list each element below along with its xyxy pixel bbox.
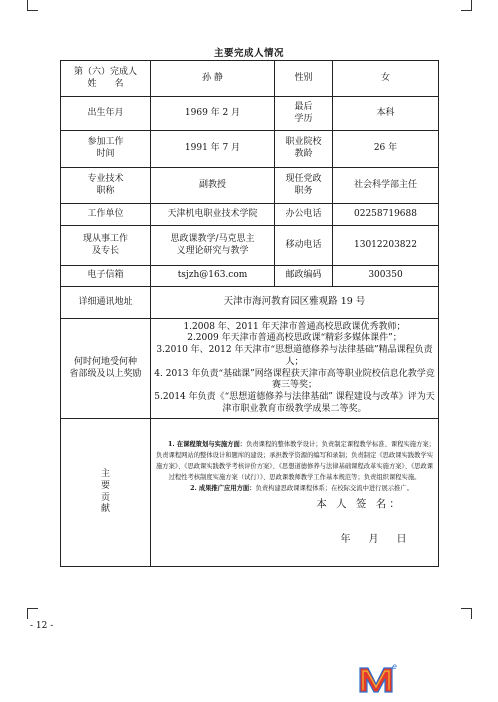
contribution-text-1: 负责课程的整体教学设计；负责制定课程教学标准、课程实施方案；负责课程网站的整体设计和题库的建设；承担教学资源的编写和录制；负责制定《思政课实践教学实施方案》、《思政课实践教学考核评价方案》、《思想道德修养与法律基础课程改革实施方案》、《思政课过程性考核制度实施方案（试行）》、思政课教师教学工作基本规范等；负责组织课程实施。 [155,440,435,481]
date-day: 日 [396,534,407,546]
contribution-paragraph-1 [154,439,435,483]
value-birth: 1969 年 2 月 [151,97,275,131]
page-number: - 12 - [30,621,54,631]
row-employer [61,204,439,226]
contribution-text-2: 负责构建思政课课程体系；在校际交流中进行展示推广。 [255,484,413,492]
contribution-heading-1: 1. 在课程策划与实施方面： [168,440,247,448]
signature-label: 本 人 签 名： [316,497,403,510]
label-postcode: 邮政编码 [275,266,333,287]
page-title: 主要完成人情况 [213,48,284,59]
svg-text:e: e [392,662,397,671]
value-gender: 女 [333,61,439,97]
row-birth [61,97,439,131]
value-employer: 天津机电职业技术学院 [151,204,275,226]
crop-mark-top-left [27,0,38,11]
contribution-char: 献 [100,504,110,515]
value-mobile: 13012203822 [333,226,439,266]
row-work-start [61,131,439,168]
award-item: 1.2008 年、2011 年天津市普通高校思政课优秀教师； [183,321,406,332]
row-awards [61,319,439,419]
value-office-phone: 02258719688 [333,204,439,226]
row-contribution [61,419,439,567]
value-address: 天津市海河教育园区雅观路 19 号 [151,287,439,319]
award-item: 5.2014 年负责《“思想道德修养与法律基础” 课程建设与改革》评为天津市职业教育市级教学成果二等奖。 [154,391,435,414]
label-title: 专业技术 职称 [61,168,151,204]
award-item: 2.2009 年天津市普通高校思政课“精彩多媒体课件”； [187,333,402,344]
value-specialty: 思政课教学/马克思主 义理论研究与教学 [151,226,275,266]
label-position: 现任党政 职务 [275,168,333,204]
value-teaching-years: 26 年 [333,131,439,168]
award-item: 3.2010 年、2012 年天津市“思想道德修养与法律基础”精品课程负责人； [156,345,433,367]
awards-list [151,319,439,419]
signature-date [330,533,435,546]
row-address [61,287,439,319]
label-mobile: 移动电话 [275,226,333,266]
value-postcode: 300350 [333,266,439,287]
label-contribution [61,419,151,567]
contribution-content [151,419,439,567]
label-teaching-years: 职业院校 教龄 [275,131,333,168]
label-awards: 何时何地受何种 省部级及以上奖励 [61,319,151,419]
row-name [61,61,439,97]
row-specialty [61,226,439,266]
label-work-start: 参加工作 时间 [61,131,151,168]
crop-mark-top-right [461,0,472,11]
value-position: 社会科学部主任 [333,168,439,204]
row-email [61,266,439,287]
label-office-phone: 办公电话 [275,204,333,226]
value-work-start: 1991 年 7 月 [151,131,275,168]
label-specialty: 现从事工作 及专长 [61,226,151,266]
label-address: 详细通讯地址 [61,287,151,319]
crop-mark-bottom-right [461,608,472,619]
vocational-education-logo-icon [354,660,402,696]
label-birth: 出生年月 [61,97,151,131]
label-gender: 性别 [275,61,333,97]
crop-mark-bottom-left [27,608,38,619]
value-education: 本科 [333,97,439,131]
award-item: 4. 2013 年负责“基础课”网络课程获天津市高等职业院校信息化教学竞赛三等奖； [154,368,435,391]
contribution-paragraph-2 [154,483,435,494]
contribution-char: 贡 [100,492,110,503]
contribution-char: 主 [100,469,110,480]
completer-info-table [60,60,439,567]
row-title [61,168,439,204]
date-month: 月 [368,534,379,546]
contribution-char: 要 [100,480,110,491]
value-email: tsjzh@163.com [151,266,275,287]
contribution-heading-2: 2. 成果推广应用方面： [190,484,256,492]
value-name: 孙 静 [151,61,275,97]
label-email: 电子信箱 [61,266,151,287]
label-employer: 工作单位 [61,204,151,226]
value-title: 副教授 [151,168,275,204]
date-year: 年 [340,534,351,546]
label-name: 第（六）完成人 姓 名 [61,61,151,97]
label-education: 最后 学历 [275,97,333,131]
